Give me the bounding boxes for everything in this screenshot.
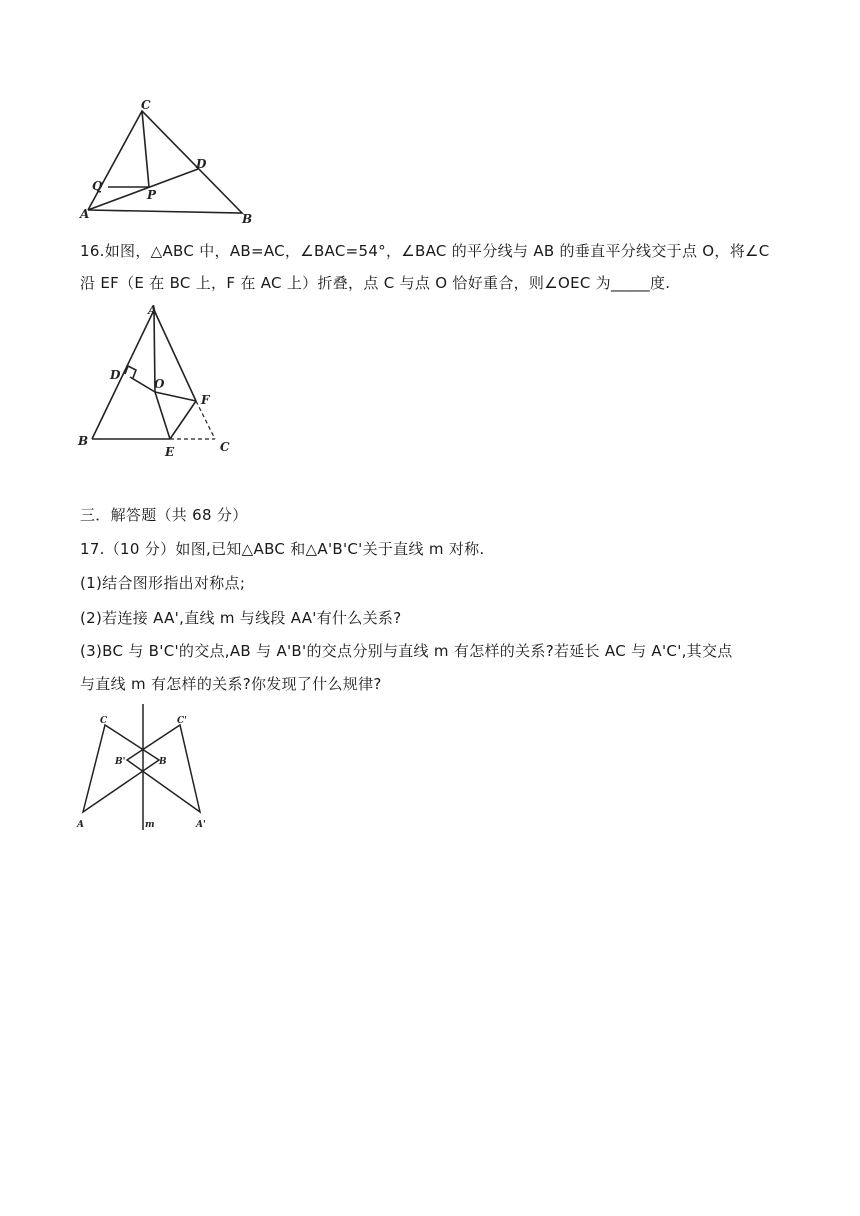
label-m: m — [145, 820, 155, 830]
segment-ab — [92, 310, 154, 439]
label-c: C — [100, 716, 108, 726]
label-q: Q — [92, 179, 103, 193]
label-a: A — [80, 207, 90, 221]
q17-part1: (1)结合图形指出对称点; — [80, 574, 246, 592]
label-b: B — [159, 757, 167, 767]
right-angle-mark — [125, 366, 136, 378]
q17-part2: (2)若连接 AA',直线 m 与线段 AA'有什么关系? — [80, 609, 402, 627]
q17-intro: 17.（10 分）如图,已知△ABC 和△A'B'C'关于直线 m 对称. — [80, 540, 485, 558]
segment-of — [155, 392, 196, 401]
q16-line2: 沿 EF（E 在 BC 上，F 在 AC 上）折叠，点 C 与点 O 恰好重合，则∠OEC 为_____度. — [80, 274, 671, 292]
label-c: C — [141, 98, 151, 112]
figure-symmetric-triangles — [70, 700, 220, 835]
label-b-prime: B' — [115, 757, 126, 767]
q17-part3-line1: (3)BC 与 B'C'的交点,AB 与 A'B'的交点分别与直线 m 有怎样的关系?若延长 AC 与 A'C',其交点 — [80, 642, 733, 660]
label-p: P — [147, 188, 157, 202]
segment-ef — [170, 401, 196, 439]
label-c-prime: C' — [177, 716, 187, 726]
label-d: D — [196, 157, 207, 171]
label-a: A — [77, 820, 84, 830]
label-a: A — [148, 303, 158, 317]
q17-part3-line2: 与直线 m 有怎样的关系?你发现了什么规律? — [80, 675, 382, 693]
label-d: D — [110, 368, 121, 382]
label-o: O — [154, 377, 165, 391]
segment-oe — [155, 392, 170, 439]
triangle-a-prime-b-prime-c-prime — [127, 725, 200, 812]
label-a-prime: A' — [196, 820, 206, 830]
triangle-abc — [83, 725, 159, 812]
label-b: B — [242, 212, 253, 226]
label-f: F — [201, 393, 210, 407]
section-heading: 三．解答题（共 68 分） — [80, 506, 248, 524]
triangle-abc-outline — [88, 111, 242, 213]
segment-do — [130, 377, 155, 392]
label-e: E — [165, 445, 175, 459]
figure-folded-triangle — [70, 300, 250, 460]
q16-line1: 16.如图，△ABC 中，AB=AC，∠BAC=54°，∠BAC 的平分线与 AB 的垂直平分线交于点 O，将∠C — [80, 242, 770, 260]
segment-ad — [88, 169, 198, 210]
segment-cp — [142, 111, 149, 187]
label-b: B — [78, 434, 89, 448]
label-c: C — [220, 440, 230, 454]
figure-triangle-cqpd — [70, 95, 270, 230]
